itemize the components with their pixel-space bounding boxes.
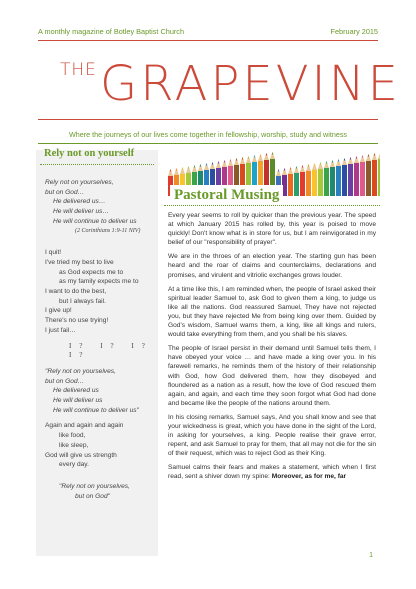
poem-line: but on God… xyxy=(45,377,85,385)
article-title: Pastoral Musing xyxy=(170,185,283,206)
poem-closing-line: "Rely not on yourselves, xyxy=(59,482,130,490)
poem-line: I just fail… xyxy=(45,326,76,334)
magazine-subtitle: A monthly magazine of Botley Baptist Church xyxy=(38,27,185,36)
poem-line: as my family expects me to xyxy=(59,278,139,286)
logo-grapevine: GRAPEVINE xyxy=(100,56,401,112)
poem-line: Again and again and again xyxy=(45,422,124,430)
article-text: Samuel calms their fears and makes a statement, which when I first read, sent a shiver down my spine: xyxy=(168,464,376,481)
logo-the: THE xyxy=(60,60,97,80)
pencil-shape xyxy=(360,162,365,196)
pencil-shape xyxy=(366,161,371,196)
poem-line: He will continue to deliver us" xyxy=(53,406,139,414)
pencil-shape xyxy=(342,165,347,196)
pencil-shape xyxy=(306,171,311,196)
poem-line: He delivered us… xyxy=(53,198,106,206)
article-paragraph: In his closing remarks, Samuel says, And you shall know and see that your wickedness is great, which you have done in the sight of the Lord, in asking for yourselves, a king. People realise their grave error, repent, and ask Samuel to pray for them, that all may not die for the sin of their request, which was to reject God as their King. xyxy=(168,413,376,458)
pencil-shape xyxy=(348,164,353,196)
pencil-shape xyxy=(378,159,380,196)
poem-line: He will deliver us… xyxy=(53,208,110,216)
poem-line: There's no use trying! xyxy=(45,317,109,325)
poem-line: I give up! xyxy=(45,307,72,315)
pencil-shape xyxy=(354,163,359,196)
pencil-shape xyxy=(294,173,299,196)
article-paragraph: Every year seems to roll by quicker than the previous year. The speed at which January 2015 has rolled by, this year is poised to move quickly! Don't know what is in store for us, but I am reinvigorated in my belief of our "responsibility of prayer". xyxy=(168,212,376,247)
pencil-shape xyxy=(288,174,293,196)
poem-line: as God expects me to xyxy=(59,268,124,276)
poem-line: He will continue to deliver us xyxy=(53,217,137,225)
poem-line: "Rely not on yourselves, xyxy=(45,367,116,375)
masthead-rule-top xyxy=(38,40,378,41)
poem-line: like sleep, xyxy=(59,441,89,449)
poem-line: Rely not on yourselves, xyxy=(45,179,114,186)
issue-date: February 2015 xyxy=(330,27,378,36)
pencil-shape xyxy=(300,172,305,196)
poem-line: but I always fail. xyxy=(59,297,106,305)
poem-line: He will deliver us xyxy=(53,397,103,405)
pencil-shape xyxy=(318,169,323,196)
article-paragraph xyxy=(168,463,376,481)
pencil-shape xyxy=(336,166,341,196)
sidebar-divider xyxy=(40,164,154,165)
pencil-shape xyxy=(372,160,377,196)
sidebar-poem xyxy=(45,178,157,501)
pencil-shape xyxy=(330,167,335,196)
article-body xyxy=(168,211,376,487)
poem-line: I've tried my best to live xyxy=(45,258,114,266)
pencil-shape xyxy=(324,168,329,196)
scripture-reference: (2 Corinthians 1:9-11 NIV) xyxy=(75,227,141,234)
poem-line: I quit! xyxy=(45,249,62,257)
article-paragraph: We are in the throes of an election year. The starting gun has been heard and the roar of claims and counterclaims, declarations and promises, and virulent and vitriolic exchanges grows louder. xyxy=(168,253,376,279)
article-bold-text: Moreover, as for me, far xyxy=(271,473,347,481)
tagline-rule xyxy=(38,143,378,144)
article-divider xyxy=(164,205,380,206)
masthead-rule-bottom xyxy=(38,119,378,120)
poem-line: I want to do the best, xyxy=(45,288,107,296)
poem-closing-line: but on God" xyxy=(75,492,110,500)
poem-line: God will give us strength xyxy=(45,451,117,459)
article-paragraph: The people of Israel persist in their demand until Samuel tells them, I have obeyed your voice … and have made a king over you. In his farewell remarks, he reminds them of the history of their relationship with God, how God delivered them, how they disobeyed and floundered as a nation as a result, how the love of God rescued them again, and again, and each time they soon forgot what God had done and became like the people of the nations around them. xyxy=(168,345,376,407)
poem-line: but on God… xyxy=(45,188,85,196)
pencil-shape xyxy=(312,170,317,196)
sidebar-title: Rely not on yourself xyxy=(44,148,135,159)
page-number: 1 xyxy=(369,552,373,559)
question-marks: I? I? I? I? xyxy=(69,341,153,360)
article-paragraph: At a time like this, I am reminded when, the people of Israel asked their spiritual leader Samuel to, ask God to given them a king, to judge us like all the nations. God reassured Samuel, They have not rejected you, but they have rejected Me from being king over them. Guided by God's wisdom, Samuel warns them, a king, like all kings and rulers, would take everything from them, and you shall be his slaves. xyxy=(168,285,376,339)
poem-line: every day. xyxy=(59,461,89,469)
tagline: Where the journeys of our lives come together in fellowship, worship, study and witness xyxy=(68,130,348,139)
poem-line: He delivered us xyxy=(53,387,99,395)
poem-line: like food, xyxy=(59,432,86,440)
